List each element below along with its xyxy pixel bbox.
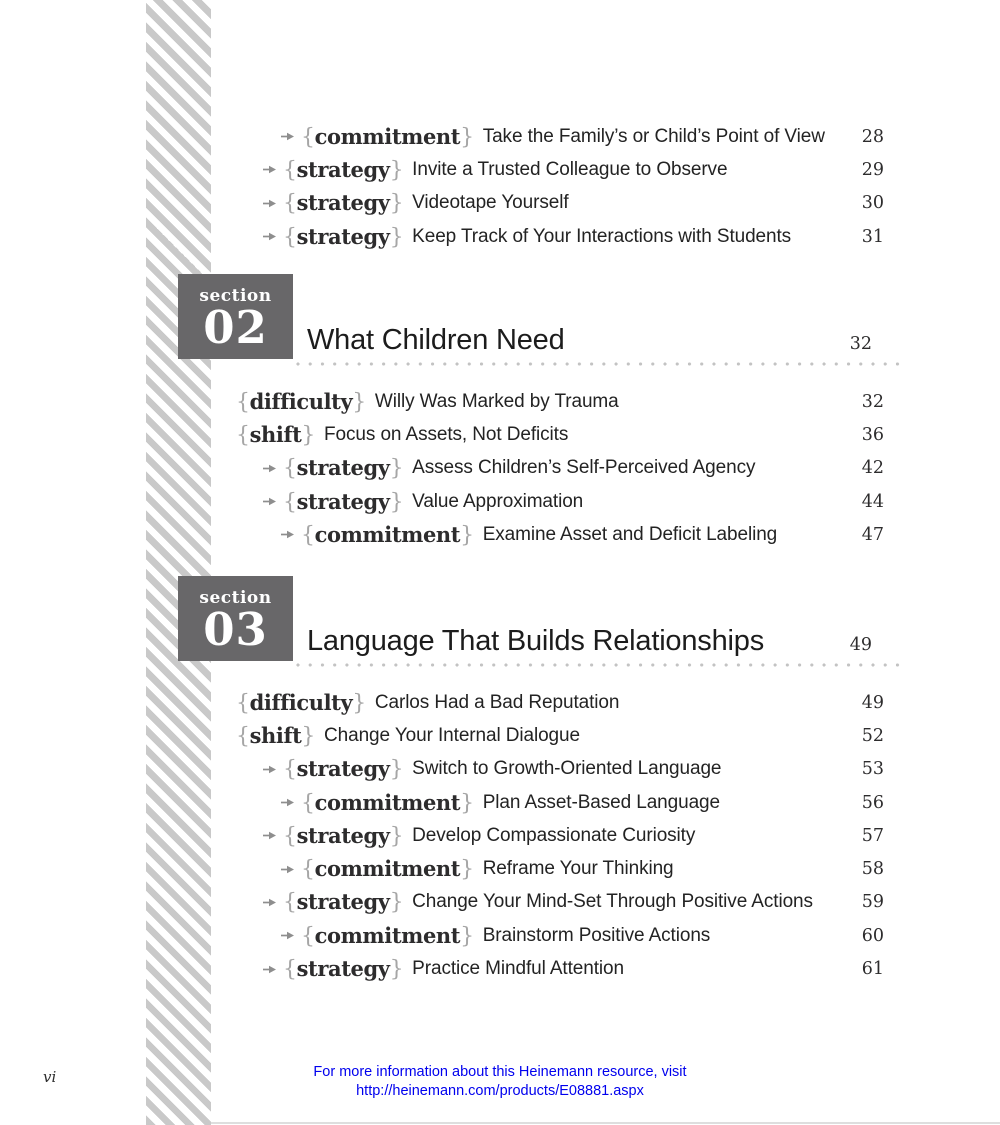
section-kicker: section — [199, 286, 272, 306]
entry-type: strategy — [296, 156, 390, 182]
section-title: What Children Need — [307, 324, 565, 356]
brace-close: } — [389, 489, 404, 515]
entry-title: Invite a Trusted Colleague to Observe — [412, 158, 728, 180]
section-number: 03 — [203, 603, 268, 656]
entry-type-label — [283, 823, 403, 849]
toc-entry — [236, 753, 884, 786]
toc-entry — [236, 418, 884, 451]
footer-info-text: For more information about this Heinemann resource, visit — [313, 1064, 687, 1080]
brace-open: { — [283, 489, 297, 515]
entry-title: Switch to Growth-Oriented Language — [412, 758, 722, 780]
entry-type: strategy — [296, 822, 390, 848]
entry-type-label — [283, 224, 403, 250]
diagonal-stripe-band — [146, 0, 211, 1125]
entry-type: shift — [249, 421, 302, 447]
entry-page-number: 31 — [861, 226, 884, 247]
arrow-icon — [263, 464, 277, 473]
toc-entry — [236, 220, 884, 253]
entry-type: difficulty — [249, 689, 353, 715]
entry-title: Reframe Your Thinking — [482, 858, 674, 880]
brace-close: } — [301, 723, 316, 749]
entry-type: commitment — [314, 789, 461, 815]
brace-close: } — [460, 923, 474, 949]
arrow-icon — [263, 965, 277, 974]
toc-entry — [236, 153, 884, 186]
entry-type-label — [283, 889, 403, 915]
toc-entry — [236, 819, 884, 852]
brace-open: { — [283, 224, 297, 250]
entry-title: Carlos Had a Bad Reputation — [374, 691, 620, 713]
brace-open: { — [301, 923, 315, 949]
brace-close: } — [301, 422, 316, 448]
entry-title: Change Your Internal Dialogue — [324, 724, 580, 746]
entry-title: Plan Asset-Based Language — [482, 791, 720, 813]
brace-open: { — [236, 389, 250, 415]
entry-title: Take the Family’s or Child’s Point of View — [482, 125, 825, 147]
toc-entry — [236, 518, 884, 551]
brace-close: } — [460, 790, 474, 816]
arrow-icon — [281, 931, 295, 940]
brace-open: { — [236, 690, 250, 716]
arrow-icon — [281, 132, 295, 141]
entry-type-label — [236, 422, 315, 448]
toc-entry — [236, 952, 884, 985]
section-page-number: 49 — [849, 635, 872, 655]
entry-page-number: 49 — [861, 692, 884, 713]
brace-open: { — [283, 823, 297, 849]
toc-entry — [236, 852, 884, 885]
toc-entry — [236, 919, 884, 952]
brace-close: } — [389, 823, 404, 849]
entry-title: Keep Track of Your Interactions with Students — [412, 225, 792, 247]
toc-entry — [236, 686, 884, 719]
entry-page-number: 56 — [861, 792, 884, 813]
entry-type: strategy — [296, 889, 390, 915]
dotted-divider — [296, 362, 908, 366]
entry-type: strategy — [296, 190, 390, 216]
entry-page-number: 59 — [861, 892, 884, 913]
arrow-icon — [263, 831, 277, 840]
entry-type: strategy — [296, 756, 390, 782]
entry-type-label — [283, 956, 403, 982]
section-kicker: section — [199, 588, 272, 608]
brace-close: } — [389, 957, 404, 983]
entry-type: strategy — [296, 223, 390, 249]
brace-open: { — [283, 957, 297, 983]
brace-open: { — [283, 191, 297, 217]
brace-close: } — [389, 191, 404, 217]
entry-page-number: 36 — [861, 424, 884, 445]
entry-page-number: 28 — [861, 126, 884, 147]
brace-close: } — [460, 522, 474, 548]
entry-type: difficulty — [249, 388, 353, 414]
page-bottom-edge — [200, 1122, 1000, 1124]
entry-list-intro — [236, 120, 884, 253]
toc-entry — [236, 719, 884, 752]
entry-page-number: 47 — [861, 524, 884, 545]
entry-title: Videotape Yourself — [412, 192, 569, 214]
entry-type: commitment — [314, 922, 461, 948]
entry-title: Develop Compassionate Curiosity — [412, 824, 696, 846]
entry-type: commitment — [314, 856, 461, 882]
brace-close: } — [389, 456, 404, 482]
entry-type: commitment — [314, 123, 461, 149]
entry-title: Brainstorm Positive Actions — [482, 924, 711, 946]
brace-open: { — [283, 157, 297, 183]
entry-title: Assess Children’s Self-Perceived Agency — [412, 457, 756, 479]
section-number: 02 — [203, 301, 268, 354]
entry-list-section-02 — [236, 385, 884, 551]
brace-close: } — [460, 124, 474, 150]
entry-page-number: 61 — [861, 959, 884, 980]
section-number-box — [178, 576, 293, 661]
toc-entry — [236, 385, 884, 418]
entry-type: commitment — [314, 521, 461, 547]
brace-close: } — [389, 890, 404, 916]
entry-title: Value Approximation — [412, 490, 584, 512]
entry-title: Practice Mindful Attention — [412, 958, 624, 980]
brace-open: { — [301, 790, 315, 816]
brace-open: { — [283, 757, 297, 783]
arrow-icon — [281, 798, 295, 807]
brace-close: } — [352, 690, 366, 716]
entry-page-number: 53 — [861, 759, 884, 780]
toc-entry — [236, 452, 884, 485]
brace-open: { — [236, 422, 250, 448]
brace-open: { — [301, 522, 315, 548]
entry-page-number: 32 — [861, 391, 884, 412]
brace-close: } — [389, 757, 404, 783]
brace-open: { — [283, 890, 297, 916]
entry-title: Change Your Mind-Set Through Positive Actions — [412, 891, 813, 913]
brace-close: } — [389, 224, 404, 250]
entry-type-label — [236, 690, 366, 716]
entry-page-number: 29 — [861, 159, 884, 180]
entry-title: Willy Was Marked by Trauma — [374, 390, 619, 412]
entry-type-label — [283, 756, 403, 782]
toc-entry — [236, 120, 884, 153]
toc-entry — [236, 886, 884, 919]
entry-type-label — [236, 723, 315, 749]
brace-open: { — [283, 456, 297, 482]
footer — [0, 1063, 1000, 1100]
brace-open: { — [301, 857, 315, 883]
dotted-divider — [296, 663, 908, 667]
entry-page-number: 30 — [861, 193, 884, 214]
arrow-icon — [263, 497, 277, 506]
entry-type-label — [301, 790, 474, 816]
entry-page-number: 57 — [861, 825, 884, 846]
entry-page-number: 58 — [861, 859, 884, 880]
entry-type-label — [301, 522, 474, 548]
entry-type: strategy — [296, 488, 390, 514]
brace-close: } — [389, 157, 404, 183]
entry-type-label — [283, 190, 403, 216]
entry-type-label — [301, 923, 474, 949]
brace-open: { — [301, 124, 315, 150]
entry-page-number: 60 — [861, 925, 884, 946]
section-number-box — [178, 274, 293, 359]
footer-url-link[interactable]: http://heinemann.com/products/E08881.aspx — [356, 1082, 644, 1099]
entry-type-label — [236, 389, 366, 415]
entry-type-label — [301, 856, 474, 882]
entry-page-number: 42 — [861, 458, 884, 479]
arrow-icon — [263, 165, 277, 174]
brace-open: { — [236, 723, 250, 749]
brace-close: } — [352, 389, 366, 415]
entry-type: strategy — [296, 956, 390, 982]
entry-page-number: 44 — [861, 491, 884, 512]
section-title: Language That Builds Relationships — [307, 625, 764, 657]
arrow-icon — [281, 530, 295, 539]
entry-type-label — [283, 157, 403, 183]
entry-page-number: 52 — [861, 725, 884, 746]
entry-list-section-03 — [236, 686, 884, 986]
page-folio: vi — [43, 1068, 57, 1086]
toc-entry — [236, 187, 884, 220]
arrow-icon — [263, 898, 277, 907]
entry-title: Examine Asset and Deficit Labeling — [482, 523, 778, 545]
entry-type-label — [283, 489, 403, 515]
arrow-icon — [263, 199, 277, 208]
toc-entry — [236, 485, 884, 518]
arrow-icon — [263, 765, 277, 774]
entry-title: Focus on Assets, Not Deficits — [324, 423, 569, 445]
entry-type-label — [283, 455, 403, 481]
arrow-icon — [281, 865, 295, 874]
entry-type-label — [301, 124, 474, 150]
toc-entry — [236, 786, 884, 819]
section-page-number: 32 — [849, 334, 872, 354]
entry-type: shift — [249, 722, 302, 748]
arrow-icon — [263, 232, 277, 241]
brace-close: } — [460, 857, 474, 883]
entry-type: strategy — [296, 455, 390, 481]
